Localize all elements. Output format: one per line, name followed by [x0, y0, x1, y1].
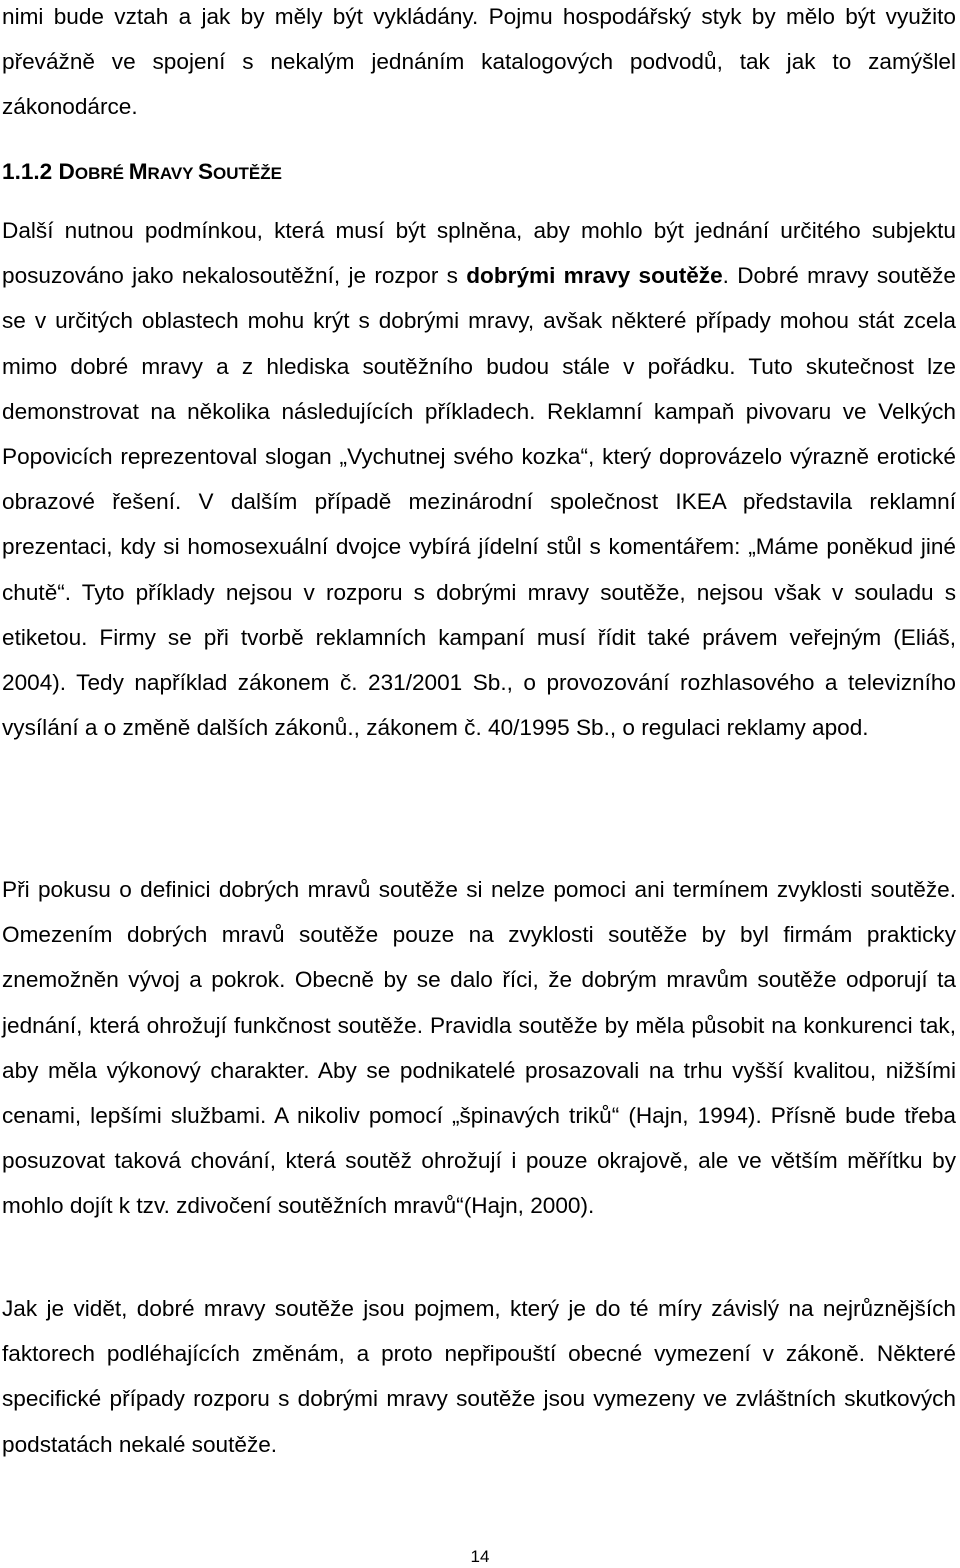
- section-number: 1.1.2: [2, 159, 53, 184]
- paragraph-definice: Při pokusu o definici dobrých mravů soutěže si nelze pomoci ani termínem zvyklosti soutěže. Omezením dobrých mravů soutěže pouze na zvyklosti soutěže by byl firmám prakticky znemožněn vývoj a pokrok. Obecně by se dalo říci, že dobrým mravům soutěže odporují ta jednání, která ohrožují funkčnost soutěže. Pravidla soutěže by měla působit na konkurenci tak, aby měla výkonový charakter. Aby se podnikatelé prosazovali na trhu vyšší kvalitou, nižšími cenami, lepšími službami. A nikoliv pomocí „špinavých triků“ (Hajn, 1994). Přísně bude třeba posuzovat taková chování, která soutěž ohrožují i pouze okrajově, ale ve větším měřítku by mohlo dojít k tzv. zdivočení soutěžních mravů“(Hajn, 2000).: [2, 877, 956, 1219]
- paragraph-text: Další nutnou podmínkou, která musí být splněna, aby mohlo být jednání určitého subjektu posuzováno jako nekalosoutěžní, je rozpor s: [2, 218, 956, 289]
- section-title: DOBRÉ MRAVY SOUTĚŽE: [58, 159, 282, 184]
- bold-term: dobrými mravy soutěže: [466, 263, 723, 289]
- section-heading: [2, 149, 282, 196]
- paragraph-dobre-mravy: [2, 208, 956, 750]
- paragraph-zaver: Jak je vidět, dobré mravy soutěže jsou pojmem, který je do té míry závislý na nejrůznějších faktorech podléhajících změnám, a proto nepřipouští obecné vymezení v zákoně. Některé specifické případy rozporu s dobrými mravy soutěže jsou vymezeny ve zvláštních skutkových podstatách nekalé soutěže.: [2, 1296, 956, 1457]
- paragraph-text: . Dobré mravy soutěže se v určitých oblastech mohu krýt s dobrými mravy, avšak některé případy mohou stát zcela mimo dobré mravy a z hlediska soutěžního budou stále v pořádku. Tuto skutečnost lze demonstrovat na několika následujících příkladech. Reklamní kampaň pivovaru ve Velkých Popovicích reprezentoval slogan „Vychutnej svého kozka“, který doprovázelo výrazně erotické obrazové řešení. V dalším případě mezinárodní společnost IKEA představila reklamní prezentaci, kdy si homosexuální dvojce vybírá jídelní stůl s komentářem: „Máme poněkud jiné chutě“. Tyto příklady nejsou v rozporu s dobrými mravy soutěže, nejsou však v souladu s etiketou. Firmy se při tvorbě reklamních kampaní musí řídit také právem veřejným (Eliáš, 2004). Tedy například zákonem č. 231/2001 Sb., o provozování rozhlasového a televizního vysílání a o změně dalších zákonů., zákonem č. 40/1995 Sb., o regulaci reklamy apod.: [2, 263, 956, 741]
- page-number: 14: [470, 1547, 490, 1566]
- intro-paragraph: nimi bude vztah a jak by měly být vykládány. Pojmu hospodářský styk by mělo být využito převážně ve spojení s nekalým jednáním katalogových podvodů, tak jak to zamýšlel zákonodárce.: [2, 4, 956, 120]
